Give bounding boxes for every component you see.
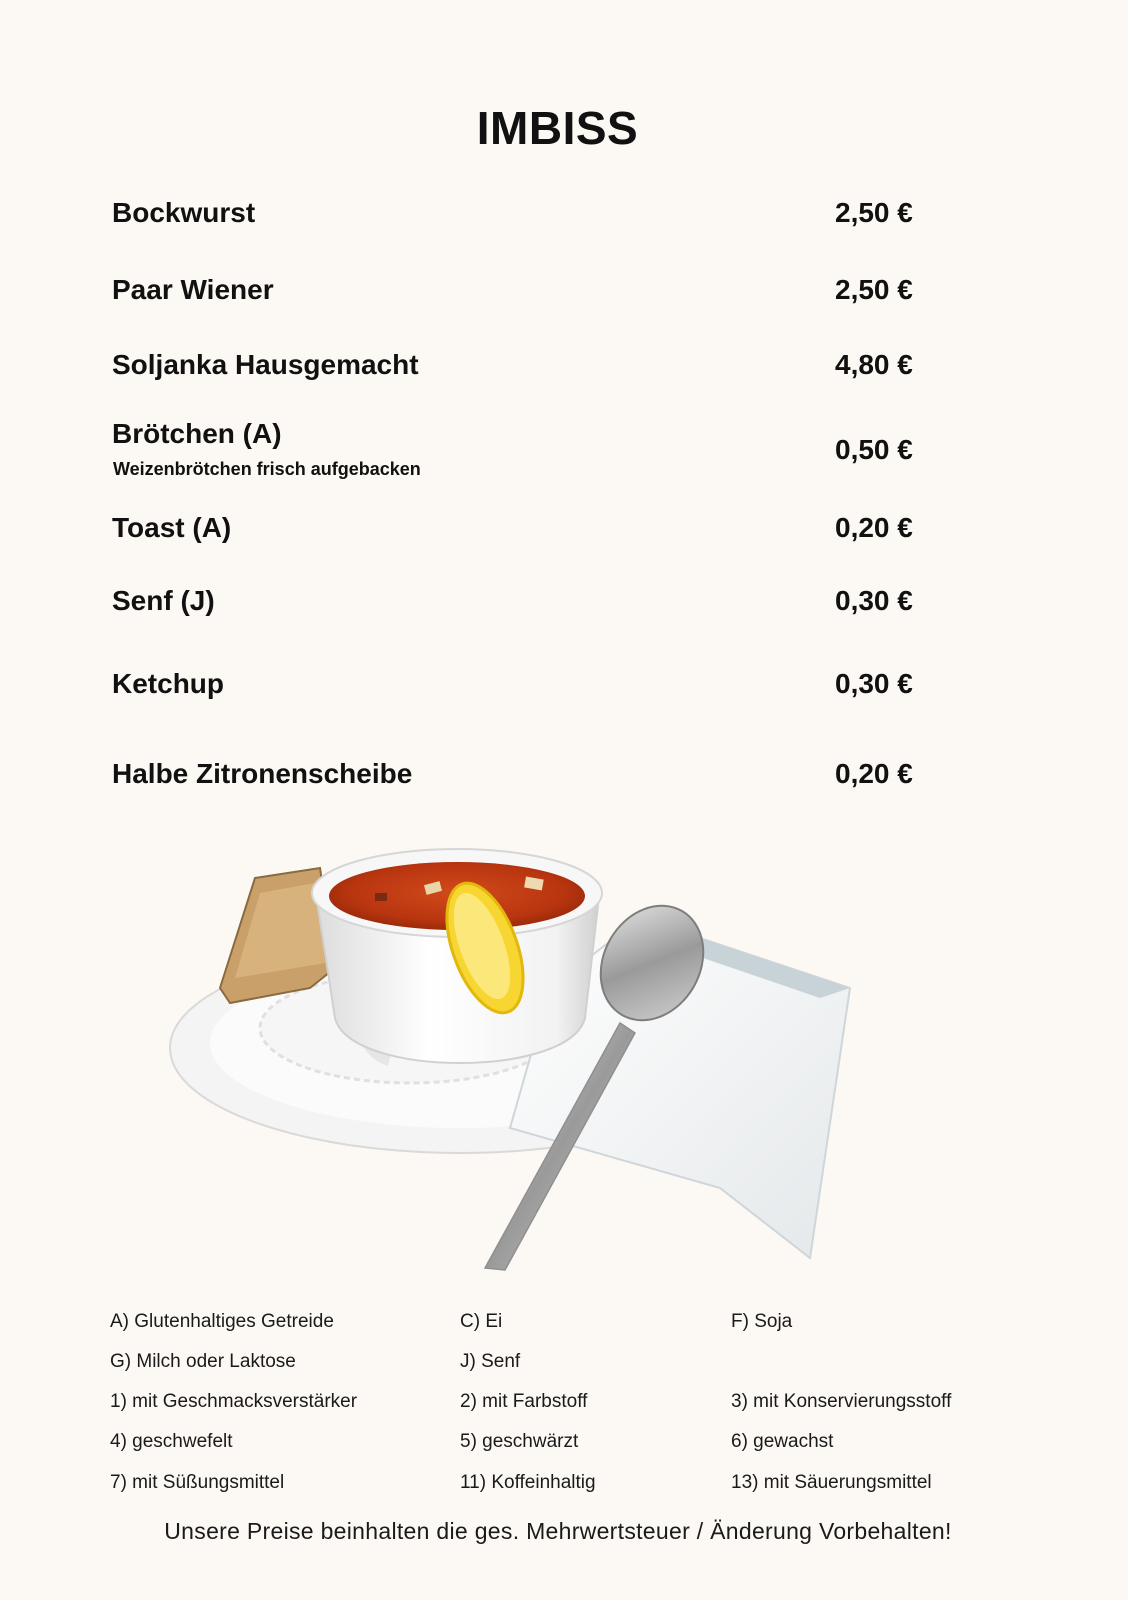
menu-item-name: Brötchen (A) [112, 418, 282, 449]
additive-legend-entry: 11) Koffeinhaltig [460, 1472, 596, 1493]
menu-item-description: Weizenbrötchen frisch aufgebacken [113, 459, 421, 479]
additive-legend-entry: 1) mit Geschmacksverstärker [110, 1391, 358, 1412]
allergen-legend-entry: J) Senf [460, 1351, 521, 1372]
menu-item-name: Paar Wiener [112, 274, 274, 305]
menu-item-name: Toast (A) [112, 512, 232, 543]
menu-title: IMBISS [476, 102, 639, 154]
menu-item-name: Bockwurst [112, 197, 256, 228]
additive-legend-entry: 7) mit Süßungsmittel [110, 1472, 285, 1493]
additive-legend-entry: 4) geschwefelt [110, 1431, 233, 1452]
footer-note: Unsere Preise beinhalten die ges. Mehrwertsteuer / Änderung Vorbehalten! [164, 1518, 952, 1544]
allergen-legend-entry: G) Milch oder Laktose [110, 1351, 296, 1372]
soup-photo [160, 838, 880, 1278]
menu-item-price: 0,20 € [835, 758, 913, 789]
allergen-legend-entry: F) Soja [731, 1311, 793, 1332]
menu-item-price: 2,50 € [835, 197, 913, 228]
menu-item-name: Soljanka Hausgemacht [112, 349, 419, 380]
menu-item-name: Ketchup [112, 668, 224, 699]
additive-legend-entry: 13) mit Säuerungsmittel [731, 1472, 932, 1493]
menu-item-name: Senf (J) [112, 585, 215, 616]
menu-item-price: 4,80 € [835, 349, 913, 380]
menu-item-price: 0,30 € [835, 585, 913, 616]
allergen-legend-entry: A) Glutenhaltiges Getreide [110, 1311, 334, 1332]
allergen-legend-entry: C) Ei [460, 1311, 503, 1332]
additive-legend-entry: 6) gewachst [731, 1431, 834, 1452]
menu-item-price: 2,50 € [835, 274, 913, 305]
menu-item-name: Halbe Zitronenscheibe [112, 758, 413, 789]
additive-legend-entry: 3) mit Konservierungsstoff [731, 1391, 952, 1412]
menu-item-price: 0,20 € [835, 512, 913, 543]
additive-legend-entry: 5) geschwärzt [460, 1431, 579, 1452]
menu-item-price: 0,30 € [835, 668, 913, 699]
additive-legend-entry: 2) mit Farbstoff [460, 1391, 588, 1412]
menu-item-price: 0,50 € [835, 434, 913, 465]
